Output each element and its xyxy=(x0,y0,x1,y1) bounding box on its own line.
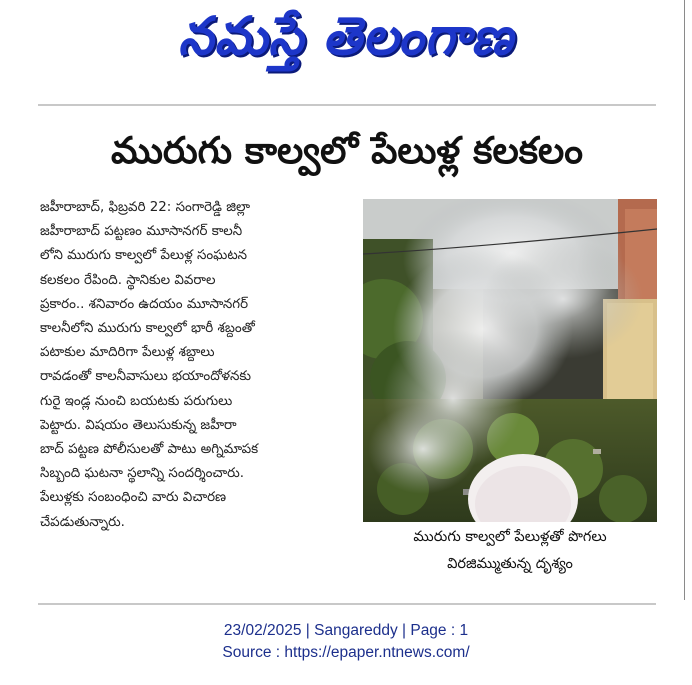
footer-source-line: Source : https://epaper.ntnews.com/ xyxy=(222,644,470,661)
article-line: పేలుళ్లకు సంబంధించి వారు విచారణ xyxy=(40,490,227,506)
article-line: ప్రకారం.. శనివారం ఉదయం మూసానగర్ xyxy=(40,296,249,312)
article-line: పటాకుల మాదిరిగా పేలుళ్ల శబ్దాలు xyxy=(40,345,215,361)
headline: మురుగు కాల్వలో పేలుళ్ల కలకలం xyxy=(110,129,584,172)
bottom-divider xyxy=(38,603,656,605)
caption-line: విరజిమ్ముతున్న దృశ్యం xyxy=(447,556,573,572)
photo-caption xyxy=(363,524,657,578)
news-photo xyxy=(363,199,657,522)
article-line: సిబ్బంది ఘటనా స్థలాన్ని సందర్శించారు. xyxy=(40,466,244,482)
masthead xyxy=(0,4,692,68)
newspaper-logo: నమస్తే తెలంగాణ xyxy=(178,5,514,67)
page-edge-line xyxy=(684,0,685,600)
article-line: కాలనీలోని మురుగు కాల్వలో భారీ శబ్దంతో xyxy=(40,321,255,337)
article-line: కలకలం రేపింది. స్థానికుల వివరాల xyxy=(40,272,216,288)
article-line: గురై ఇండ్ల నుంచి బయటకు పరుగులు xyxy=(40,393,233,409)
footer xyxy=(0,620,692,664)
top-divider xyxy=(38,104,656,106)
article-line: చేపడుతున్నారు. xyxy=(40,514,125,530)
article-line: రావడంతో కాలనీవాసులు భయాందోళనకు xyxy=(40,369,252,385)
article-line: పెట్టారు. విషయం తెలుసుకున్న జహీరా xyxy=(40,417,237,433)
footer-date-line: 23/02/2025 | Sangareddy | Page : 1 xyxy=(223,622,469,639)
article-line: లోని మురుగు కాల్వలో పేలుళ్ల సంఘటన xyxy=(40,248,248,264)
article-line: జహీరాబాద్ పట్టణం మూసానగర్ కాలనీ xyxy=(40,224,243,240)
article-line: బాద్ పట్టణ పోలీసులతో పాటు అగ్నిమాపక xyxy=(40,442,259,458)
article-body xyxy=(40,196,358,535)
smoke-drain-photo xyxy=(363,199,657,522)
caption-line: మురుగు కాల్వలో పేలుళ్లతో పొగలు xyxy=(413,529,607,545)
article-line: జహీరాబాద్, ఫిబ్రవరి 22: సంగారెడ్డి జిల్లా xyxy=(40,200,251,215)
